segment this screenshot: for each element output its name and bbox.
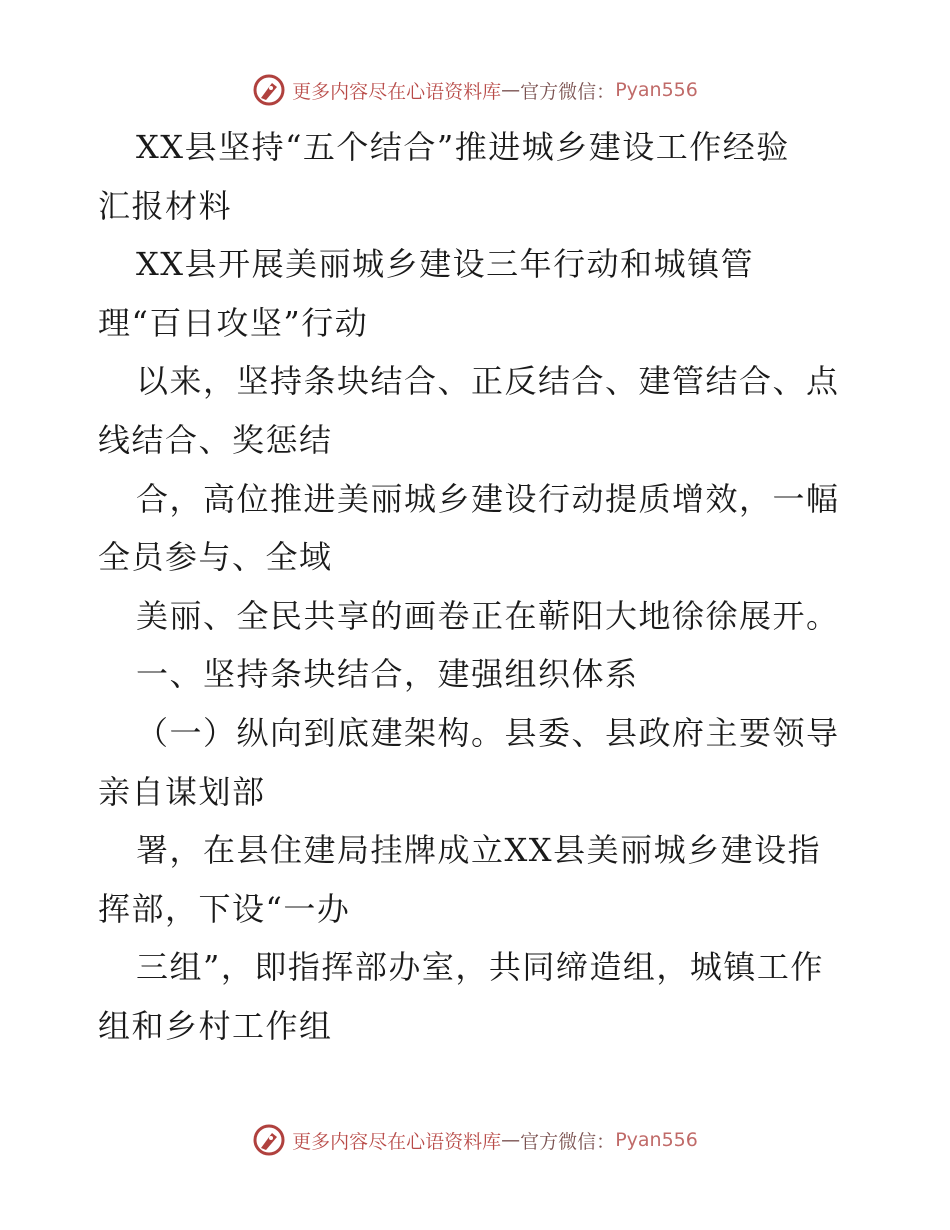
watermark-official-label: 官方微信： <box>520 80 616 103</box>
watermark-separator: — <box>501 79 521 101</box>
document-line: 组和乡村工作组 <box>98 1006 333 1045</box>
watermark-wechat-id: Pyan556 <box>615 1129 698 1151</box>
document-line: XX县开展美丽城乡建设三年行动和城镇管 <box>136 245 755 284</box>
document-line: XX县坚持“五个结合”推进城乡建设工作经验 <box>136 128 790 166</box>
document-line: 全员参与、全域 <box>98 538 333 577</box>
watermark-separator: — <box>501 1129 521 1151</box>
pen-nib-circle-icon <box>252 1123 286 1157</box>
watermark-main-text: 更多内容尽在心语资料库 <box>292 1130 502 1153</box>
watermark-official-label: 官方微信： <box>520 1130 616 1153</box>
document-line: 署，在县住建局挂牌成立XX县美丽城乡建设指 <box>136 831 822 870</box>
document-line: 亲自谋划部 <box>98 772 266 811</box>
header-watermark <box>0 70 950 110</box>
document-line: 挥部，下设“一办 <box>98 889 351 928</box>
document-line: 线结合、奖惩结 <box>98 420 333 459</box>
document-line: 理“百日攻坚”行动 <box>98 303 369 342</box>
document-body <box>98 118 858 1056</box>
document-line: 三组”，即指挥部办室，共同缔造组，城镇工作 <box>136 948 824 987</box>
document-line: 合，高位推进美丽城乡建设行动提质增效，一幅 <box>136 479 840 518</box>
document-line: （一）纵向到底建架构。县委、县政府主要领导 <box>136 713 840 752</box>
document-line: 美丽、全民共享的画卷正在蕲阳大地徐徐展开。 <box>136 596 840 635</box>
watermark-wechat-id: Pyan556 <box>615 79 698 101</box>
document-line: 以来，坚持条块结合、正反结合、建管结合、点 <box>136 362 840 401</box>
pen-nib-circle-icon <box>252 73 286 107</box>
watermark-main-text: 更多内容尽在心语资料库 <box>292 80 502 103</box>
section-heading: 一、坚持条块结合，建强组织体系 <box>136 655 639 694</box>
footer-watermark <box>0 1120 950 1160</box>
document-line: 汇报材料 <box>98 186 233 225</box>
